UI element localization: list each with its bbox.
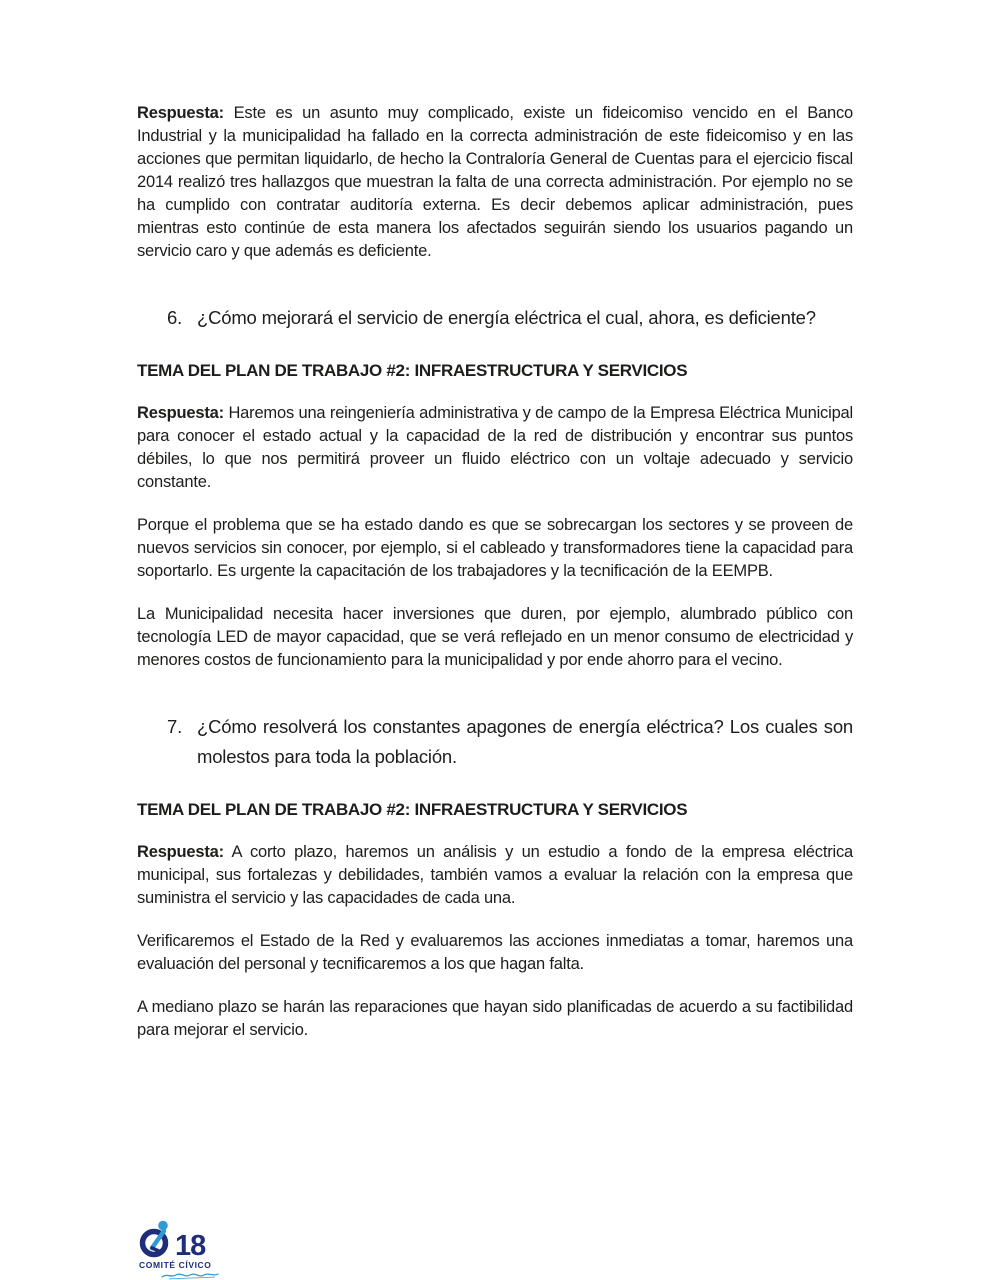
theme-heading-2: TEMA DEL PLAN DE TRABAJO #2: INFRAESTRUCTURA Y SERVICIOS (137, 800, 688, 819)
question-item-6 (137, 303, 853, 333)
question-number: 7. (167, 716, 183, 737)
logo-committee-name: COMITÉ CÍVICO (139, 1260, 212, 1270)
answer-paragraph-q7 (137, 841, 853, 910)
logo-q-figure-icon (139, 1219, 173, 1259)
respuesta-label: Respuesta: (137, 843, 224, 861)
body-paragraph: Verificaremos el Estado de la Red y evaluaremos las acciones inmediatas a tomar, haremos una evaluación del personal y tecnificaremos a los que hagan falta. (137, 932, 853, 973)
comite-civico-logo (139, 1219, 249, 1280)
respuesta-label: Respuesta: (137, 104, 224, 122)
answer-text: Haremos una reingeniería administrativa y de campo de la Empresa Eléctrica Municipal para conocer el estado actual y la capacidad de la red de distribución y encontrar sus puntos débiles, lo que nos permitirá proveer un fluido eléctrico con un voltaje adecuado y servicio constante. (137, 404, 853, 491)
theme-heading-1: TEMA DEL PLAN DE TRABAJO #2: INFRAESTRUCTURA Y SERVICIOS (137, 361, 688, 380)
question-number: 6. (167, 307, 183, 328)
question-text: ¿Cómo mejorará el servicio de energía eléctrica el cual, ahora, es deficiente? (197, 307, 816, 328)
body-paragraph: Porque el problema que se ha estado dando es que se sobrecargan los sectores y se proveen de nuevos servicios sin conocer, por ejemplo, si el cableado y transformadores tiene la capacidad para soportarlo. Es urgente la capacitación de los trabajadores y la tecnificación de la EEMPB. (137, 516, 853, 580)
document-content (137, 102, 853, 1062)
answer-paragraph-q6 (137, 402, 853, 494)
logo-script-flourish-icon (161, 1271, 219, 1280)
answer-paragraph-q5 (137, 102, 853, 263)
logo-number-18: 18 (175, 1230, 206, 1262)
question-text: ¿Cómo resolverá los constantes apagones de energía eléctrica? Los cuales son molestos para toda la población. (197, 716, 853, 767)
logo-emblem-row (139, 1219, 206, 1262)
question-item-7 (137, 712, 853, 772)
answer-text: Este es un asunto muy complicado, existe un fideicomiso vencido en el Banco Industrial y la municipalidad ha fallado en la correcta administración de este fideicomiso y en las acciones que permitan liquidarlo, de hecho la Contraloría General de Cuentas para el ejercicio fiscal 2014 realizó tres hallazgos que muestran la falta de una correcta administración. Por ejemplo no se ha cumplido con contratar auditoría externa. Es decir debemos aplicar administración, pues mientras esto continúe de esta manera los afectados seguirán siendo los usuarios pagando un servicio caro y que además es deficiente. (137, 104, 853, 260)
respuesta-label: Respuesta: (137, 404, 224, 422)
body-paragraph: A mediano plazo se harán las reparaciones que hayan sido planificadas de acuerdo a su factibilidad para mejorar el servicio. (137, 998, 853, 1039)
answer-text: A corto plazo, haremos un análisis y un estudio a fondo de la empresa eléctrica municipal, sus fortalezas y debilidades, también vamos a evaluar la relación con la empresa que suministra el servicio y las capacidades de cada una. (137, 843, 853, 907)
body-paragraph: La Municipalidad necesita hacer inversiones que duren, por ejemplo, alumbrado público con tecnología LED de mayor capacidad, que se verá reflejado en un menor consumo de electricidad y menores costos de funcionamiento para la municipalidad y por ende ahorro para el vecino. (137, 605, 853, 669)
